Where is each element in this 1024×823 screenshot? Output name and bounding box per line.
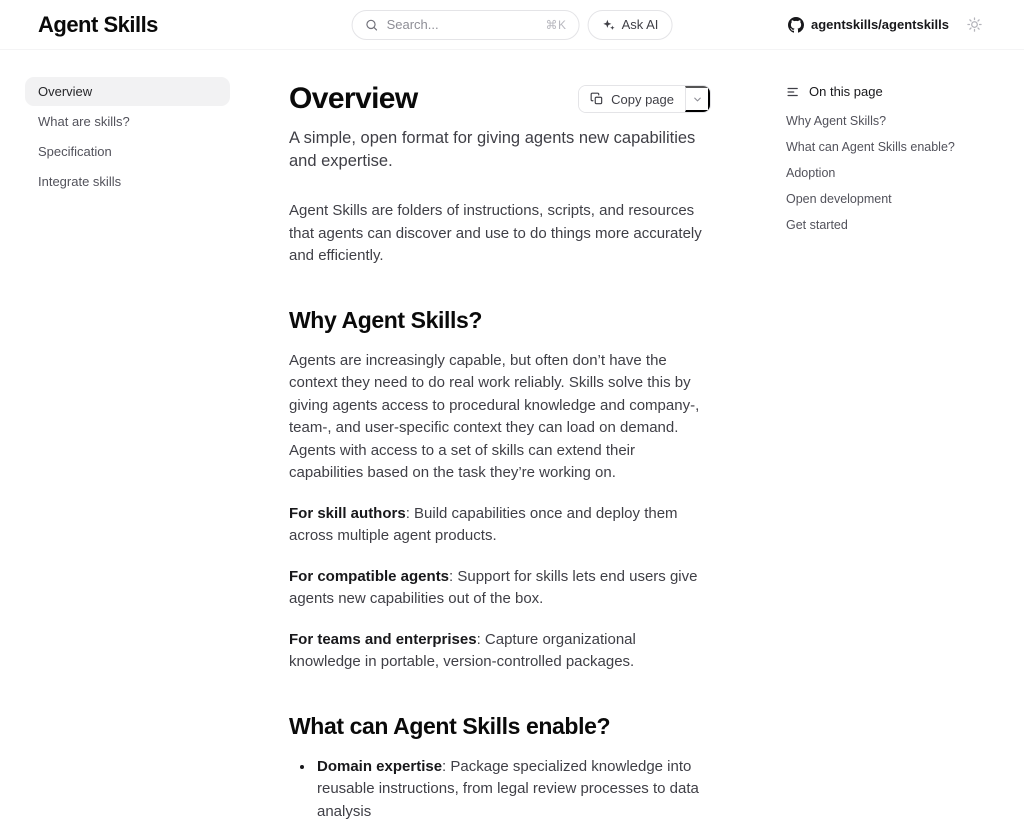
- toc-item-what-can-enable[interactable]: What can Agent Skills enable?: [786, 140, 986, 154]
- chevron-down-icon: [692, 94, 703, 105]
- intro-paragraph: Agent Skills are folders of instructions, scripts, and resources that agents can discover and use to do things more accurately and efficiently.: [289, 200, 711, 268]
- page-layout: [0, 50, 1024, 823]
- toc-item-get-started[interactable]: Get started: [786, 218, 986, 232]
- copy-page-dropdown-button[interactable]: [685, 86, 710, 112]
- title-row: [289, 82, 711, 116]
- toc-item-adoption[interactable]: Adoption: [786, 166, 986, 180]
- why-teams-paragraph: [289, 629, 711, 674]
- sidebar-item-overview[interactable]: Overview: [25, 77, 230, 106]
- bullet-domain-lead: Domain expertise: [317, 758, 442, 775]
- why-body-paragraph: Agents are increasingly capable, but often don’t have the context they need to do real work reliably. Skills solve this by giving agents access to procedural knowledge and company-, team-, and user-specific context they can load on demand. Agents with access to a set of skills can extend their capabilities based on the task they’re working on.: [289, 350, 711, 485]
- toc-item-why-agent-skills[interactable]: Why Agent Skills?: [786, 114, 986, 128]
- left-sidebar: [25, 50, 230, 197]
- ask-ai-button[interactable]: [588, 10, 673, 40]
- why-teams-lead: For teams and enterprises: [289, 631, 477, 648]
- bullet-domain-text: : Package specialized knowledge into reusable instructions, from legal review processes to data analysis: [317, 758, 699, 820]
- enable-bullet-list: [289, 756, 711, 823]
- why-authors-text: : Build capabilities once and deploy them across multiple agent products.: [289, 505, 678, 545]
- page-title: Overview: [289, 82, 418, 116]
- github-link[interactable]: [788, 17, 949, 33]
- list-item: [315, 756, 711, 823]
- site-logo[interactable]: Agent Skills: [38, 12, 158, 38]
- header: [0, 0, 1024, 50]
- theme-toggle-button[interactable]: [967, 17, 982, 32]
- copy-icon: [590, 92, 604, 106]
- github-icon: [788, 17, 804, 33]
- sidebar-item-what-are-skills[interactable]: What are skills?: [25, 107, 230, 136]
- section-heading-why: Why Agent Skills?: [289, 307, 711, 334]
- why-agents-lead: For compatible agents: [289, 568, 449, 585]
- on-this-page-sidebar: [786, 50, 986, 244]
- copy-page-label: Copy page: [611, 92, 674, 107]
- toc-list: [786, 114, 986, 232]
- search-icon: [365, 18, 379, 32]
- why-teams-text: : Capture organizational knowledge in portable, version-controlled packages.: [289, 631, 636, 671]
- sidebar-item-integrate-skills[interactable]: Integrate skills: [25, 167, 230, 196]
- main-content: [289, 50, 711, 823]
- section-heading-enable: What can Agent Skills enable?: [289, 713, 711, 740]
- why-authors-lead: For skill authors: [289, 505, 406, 522]
- sun-icon: [967, 17, 982, 32]
- toc-item-open-development[interactable]: Open development: [786, 192, 986, 206]
- toc-list-icon: [786, 85, 800, 99]
- header-center: [352, 10, 673, 40]
- toc-header: [786, 84, 986, 99]
- copy-page-button[interactable]: [579, 86, 685, 112]
- ask-ai-label: Ask AI: [622, 17, 659, 32]
- sidebar-item-specification[interactable]: Specification: [25, 137, 230, 166]
- page-subtitle: A simple, open format for giving agents new capabilities and expertise.: [289, 127, 711, 173]
- copy-page-button-group: [578, 85, 711, 113]
- why-agents-text: : Support for skills lets end users give agents new capabilities out of the box.: [289, 568, 697, 608]
- why-authors-paragraph: [289, 503, 711, 548]
- header-right: [788, 17, 982, 33]
- sparkle-icon: [602, 18, 616, 32]
- search-placeholder: Search...: [387, 17, 538, 32]
- search-input[interactable]: [352, 10, 580, 40]
- search-shortcut: ⌘K: [546, 18, 567, 32]
- toc-title: On this page: [809, 84, 883, 99]
- why-agents-paragraph: [289, 566, 711, 611]
- github-repo-label: agentskills/agentskills: [811, 17, 949, 32]
